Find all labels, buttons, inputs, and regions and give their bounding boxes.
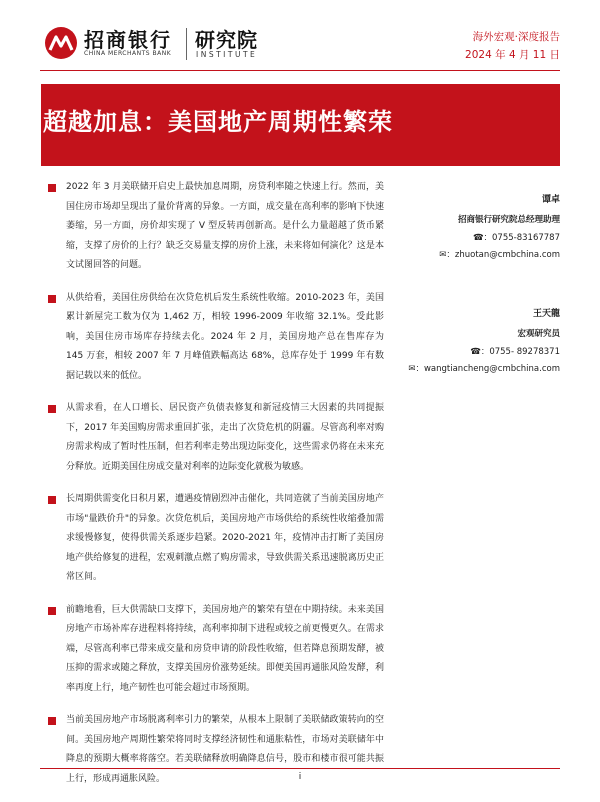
report-date: 2024 年 4 月 11 日: [465, 49, 560, 61]
analyst-phone: ☎：0755- 89278371: [470, 347, 560, 357]
header-rule: [40, 70, 560, 71]
bank-name: 招商银行: [84, 28, 172, 52]
report-type: 海外宏观·深度报告: [472, 31, 560, 43]
paragraph-text: 从供给看，美国住房供给在次贷危机后发生系统性收缩。2010-2023 年，美国累计新屋完工数为仅为 1,462 万，相较 1996-2009 年收缩 32.1%。受此影响，美国住房市场库存持续去化。2024 年 2 月，美国房地产总在售库存为 145 万套，相较 2007 年 7 月峰值跌幅高达 68%，总库存处于 1999 年有数据记载以来的低位。: [66, 292, 384, 381]
institute-name: 研究院: [195, 28, 258, 52]
institute-name-en: INSTITUTE: [196, 50, 258, 59]
summary-paragraph: [48, 289, 384, 387]
analyst-title: 招商银行研究院总经理助理: [457, 215, 560, 225]
bullet-square-icon: [48, 607, 56, 615]
summary-paragraph: [48, 178, 384, 276]
analyst-name: 谭卓: [541, 195, 560, 205]
paragraph-text: 长周期供需变化日积月累，遭遇疫情剧烈冲击催化，共同造就了当前美国房地产市场"量跌价升"的异象。次贷危机后，美国房地产市场供给的系统性收缩叠加需求缓慢修复，使得供需关系逐步趋紧。2020-2021 年，疫情冲击打断了美国房地产供给修复的进程，宏观刺激点燃了购房需求，导致供需关系迅速脱离历史正常区间。: [66, 494, 384, 582]
bullet-square-icon: [48, 496, 56, 504]
analyst-email[interactable]: ✉：zhuotan@cmbchina.com: [439, 250, 560, 260]
footer-rule: [40, 768, 560, 769]
paragraph-text: 从需求看，在人口增长、居民资产负债表修复和新冠疫情三大因素的共同提振下，2017 年美国购房需求重回扩张，走出了次贷危机的阴霾。尽管高利率对购房需求构成了暂时性压制，但若利率走势出现边际变化，这些需求仍将在未来充分释放。近期美国住房成交量对利率的边际变化就极为敏感。: [66, 403, 384, 472]
cmb-logo-icon: [44, 26, 78, 60]
report-title: 超越加息：美国地产周期性繁荣: [43, 108, 393, 136]
paragraph-text: 当前美国房地产市场脱离利率引力的繁荣，从根本上限制了美联储政策转向的空间。美国房地产周期性繁荣将同时支撑经济韧性和通胀粘性，市场对美联储年中降息的预期大概率将落空。若美联储释放明确降息信号，股市和楼市很可能共振上行，形成再通胀风险。: [66, 715, 384, 784]
bullet-square-icon: [48, 717, 56, 725]
analyst-card: [400, 304, 560, 378]
report-header: [0, 0, 600, 78]
summary-paragraph: [48, 399, 384, 477]
bullet-square-icon: [48, 405, 56, 413]
bank-name-en: CHINA MERCHANTS BANK: [84, 50, 172, 57]
analyst-card: [400, 190, 560, 264]
paragraph-text: 2022 年 3 月美联储开启史上最快加息周期，房贷利率随之快速上行。然而，美国住房市场却呈现出了量价背离的异象。一方面，成交量在高利率的影响下快速萎缩，另一方面，房价却实现了 V 型反转再创新高。是什么力量超越了货币紧缩，支撑了房价的上行？缺乏交易量支撑的房价上涨，未来将如何演化？这是本文试图回答的问题。: [66, 182, 384, 270]
bullet-square-icon: [48, 295, 56, 303]
summary-paragraph: [48, 601, 384, 699]
analyst-name: 王天龍: [532, 309, 560, 319]
header-divider: [186, 28, 187, 60]
analyst-email[interactable]: ✉：wangtiancheng@cmbchina.com: [408, 364, 560, 374]
page-number: i: [298, 772, 302, 782]
bullet-square-icon: [48, 184, 56, 192]
analyst-sidebar: [400, 190, 560, 418]
summary-body: [48, 178, 384, 802]
paragraph-text: 前瞻地看，巨大供需缺口支撑下，美国房地产的繁荣有望在中期持续。未来美国房地产市场补库存进程料将持续，高利率抑制下进程或较之前更慢更久。在需求端，尽管高利率已带来成交量和房贷申请的阶段性收缩，但若降息预期发酵，被压抑的需求或随之释放，支撑美国房价涨势延续。即便美国再通胀风险发酵，利率再度上行，地产韧性也可能会超过市场预期。: [66, 604, 384, 693]
analyst-title: 宏观研究员: [517, 329, 560, 339]
analyst-phone: ☎：0755-83167787: [472, 233, 560, 243]
summary-paragraph: [48, 490, 384, 588]
